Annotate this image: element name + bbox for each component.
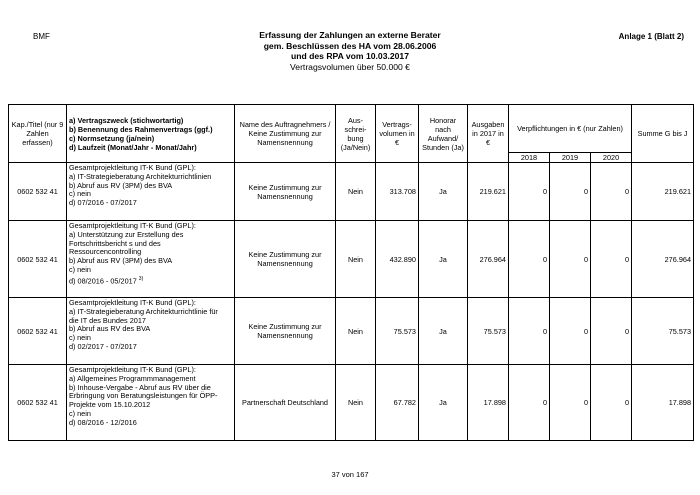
col-year-2020: 2020 bbox=[591, 153, 632, 163]
table-row bbox=[9, 298, 694, 365]
description-line: b) Abruf aus RV des BVA bbox=[69, 324, 151, 334]
title-line-1: Erfassung der Zahlungen an externe Berater bbox=[259, 30, 441, 40]
cell-summe: 17.898 bbox=[632, 365, 694, 441]
cell-2019: 0 bbox=[550, 163, 591, 221]
description-line-text: d) 08/2016 - 05/2017 bbox=[69, 276, 137, 286]
cell-ausschreibung: Nein bbox=[336, 365, 376, 441]
cell-2020: 0 bbox=[591, 298, 632, 365]
col-volumen: Vertrags-volumen in € bbox=[376, 105, 419, 163]
table-row bbox=[9, 163, 694, 221]
col-honorar: Honorar nach Aufwand/ Stunden (Ja) bbox=[419, 105, 468, 163]
col-description-line: a) Vertragszweck (stichwortartig) bbox=[69, 115, 184, 125]
col-year-2018: 2018 bbox=[509, 153, 550, 163]
cell-kap: 0602 532 41 bbox=[9, 221, 67, 298]
description-line: a) IT-Strategieberatung Architekturrichtlinie für bbox=[69, 306, 218, 316]
cell-volumen: 75.573 bbox=[376, 298, 419, 365]
col-name: Name des Auftragnehmers / Keine Zustimmung zur Namensnennung bbox=[235, 105, 336, 163]
cell-volumen: 313.708 bbox=[376, 163, 419, 221]
cell-volumen: 67.782 bbox=[376, 365, 419, 441]
cell-2018: 0 bbox=[509, 365, 550, 441]
cell-2018: 0 bbox=[509, 221, 550, 298]
cell-volumen: 432.890 bbox=[376, 221, 419, 298]
cell-description bbox=[67, 365, 235, 441]
col-description-line: b) Benennung des Rahmenvertrags (ggf.) bbox=[69, 124, 213, 134]
cell-2018: 0 bbox=[509, 298, 550, 365]
cell-2019: 0 bbox=[550, 221, 591, 298]
description-line: die IT des Bundes 2017 bbox=[69, 315, 146, 325]
table-row bbox=[9, 221, 694, 298]
cell-ausschreibung: Nein bbox=[336, 298, 376, 365]
description-line: c) nein bbox=[69, 333, 91, 343]
cell-honorar: Ja bbox=[419, 298, 468, 365]
description-line: Fortschrittsbericht s und des bbox=[69, 238, 161, 248]
footnote-marker: 3) bbox=[138, 275, 144, 282]
cell-summe: 75.573 bbox=[632, 298, 694, 365]
col-description-line: d) Laufzeit (Monat/Jahr - Monat/Jahr) bbox=[69, 142, 197, 152]
document-title bbox=[180, 30, 520, 72]
cell-name: Keine Zustimmung zur Namensnennung bbox=[235, 221, 336, 298]
cell-name: Partnerschaft Deutschland bbox=[235, 365, 336, 441]
col-kap: Kap./Titel (nur 9 Zahlen erfassen) bbox=[9, 105, 67, 163]
cell-description bbox=[67, 221, 235, 298]
payments-table bbox=[8, 104, 694, 441]
description-line: b) Inhouse-Vergabe - Abruf aus RV über die bbox=[69, 382, 211, 392]
col-ausschreibung: Aus-schrei-bung (Ja/Nein) bbox=[336, 105, 376, 163]
cell-2019: 0 bbox=[550, 298, 591, 365]
description-line: Gesamtprojektleitung IT-K Bund (GPL): bbox=[69, 221, 196, 230]
cell-2018: 0 bbox=[509, 163, 550, 221]
cell-name: Keine Zustimmung zur Namensnennung bbox=[235, 163, 336, 221]
table-row bbox=[9, 365, 694, 441]
cell-kap: 0602 532 41 bbox=[9, 365, 67, 441]
cell-name: Keine Zustimmung zur Namensnennung bbox=[235, 298, 336, 365]
description-line: Gesamtprojektleitung IT-K Bund (GPL): bbox=[69, 298, 196, 307]
cell-description bbox=[67, 298, 235, 365]
description-line: c) nein bbox=[69, 264, 91, 274]
description-line: d) 07/2016 - 07/2017 bbox=[69, 198, 137, 208]
description-line: c) nein bbox=[69, 189, 91, 199]
header-left-label: BMF bbox=[33, 32, 50, 41]
cell-ausgaben: 219.621 bbox=[468, 163, 509, 221]
description-line: Projekte vom 15.10.2012 bbox=[69, 400, 151, 410]
header-right-label: Anlage 1 (Blatt 2) bbox=[618, 32, 684, 41]
description-line: d) 08/2016 - 12/2016 bbox=[69, 417, 137, 427]
cell-description bbox=[67, 163, 235, 221]
cell-2020: 0 bbox=[591, 163, 632, 221]
description-line: c) nein bbox=[69, 408, 91, 418]
title-line-3: und des RPA vom 10.03.2017 bbox=[291, 51, 409, 61]
cell-honorar: Ja bbox=[419, 221, 468, 298]
page-number: 37 von 167 bbox=[331, 470, 369, 479]
description-line: Ressourcencontrolling bbox=[69, 247, 142, 257]
col-summe: Summe G bis J bbox=[632, 105, 694, 163]
cell-kap: 0602 532 41 bbox=[9, 163, 67, 221]
cell-ausgaben: 17.898 bbox=[468, 365, 509, 441]
col-description-line: c) Normsetzung (ja/nein) bbox=[69, 133, 155, 143]
cell-ausgaben: 276.964 bbox=[468, 221, 509, 298]
cell-kap: 0602 532 41 bbox=[9, 298, 67, 365]
cell-ausschreibung: Nein bbox=[336, 163, 376, 221]
cell-honorar: Ja bbox=[419, 365, 468, 441]
description-line: d) 02/2017 - 07/2017 bbox=[69, 341, 137, 351]
cell-2019: 0 bbox=[550, 365, 591, 441]
cell-2020: 0 bbox=[591, 221, 632, 298]
cell-summe: 219.621 bbox=[632, 163, 694, 221]
cell-2020: 0 bbox=[591, 365, 632, 441]
description-line: Erbringung von Beratungsleistungen für ÖPP- bbox=[69, 391, 218, 401]
description-line: b) Abruf aus RV (3PM) des BVA bbox=[69, 180, 173, 190]
description-line: Gesamtprojektleitung IT-K Bund (GPL): bbox=[69, 365, 196, 374]
description-line: a) Unterstützung zur Erstellung des bbox=[69, 229, 184, 239]
col-year-2019: 2019 bbox=[550, 153, 591, 163]
title-subtitle: Vertragsvolumen über 50.000 € bbox=[290, 61, 410, 72]
col-verpflichtungen: Verpflichtungen in € (nur Zahlen) bbox=[509, 105, 632, 153]
description-line: a) IT-Strategieberatung Architekturrichtlinien bbox=[69, 171, 212, 181]
description-line: b) Abruf aus RV (3PM) des BVA bbox=[69, 256, 173, 266]
col-ausgaben: Ausgaben in 2017 in € bbox=[468, 105, 509, 163]
description-line: Gesamtprojektleitung IT-K Bund (GPL): bbox=[69, 163, 196, 172]
description-line bbox=[69, 275, 232, 286]
title-line-2: gem. Beschlüssen des HA vom 28.06.2006 bbox=[263, 40, 437, 51]
cell-ausschreibung: Nein bbox=[336, 221, 376, 298]
cell-ausgaben: 75.573 bbox=[468, 298, 509, 365]
description-line: a) Allgemeines Programmmanagement bbox=[69, 373, 196, 383]
col-description bbox=[67, 105, 235, 163]
cell-summe: 276.964 bbox=[632, 221, 694, 298]
cell-honorar: Ja bbox=[419, 163, 468, 221]
